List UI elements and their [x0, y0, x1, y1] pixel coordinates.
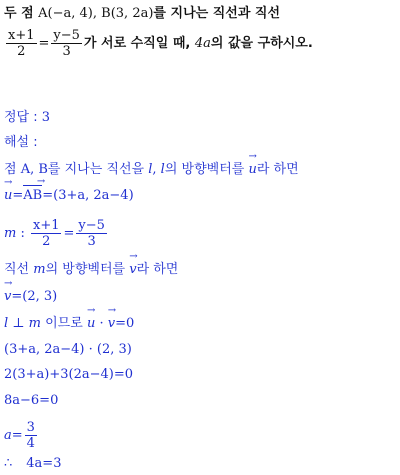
point-a: A(−a, 4) — [38, 6, 93, 21]
solution-line-1 — [4, 162, 299, 178]
s6-text: 이므로 — [40, 316, 87, 331]
s3-colon: : — [16, 226, 29, 241]
fraction-denominator: 3 — [76, 233, 107, 249]
s4-text-c: 라 하면 — [136, 262, 179, 277]
s4-line-m: m — [33, 262, 46, 277]
s5-rest: =(2, 3) — [11, 289, 58, 304]
problem-text-1: 를 지나는 직선과 직선 — [153, 6, 281, 21]
s1-points: A, B — [20, 162, 48, 177]
fraction-denominator: 2 — [6, 43, 37, 59]
answer-value: 3 — [41, 110, 51, 125]
s2-equals: = — [12, 188, 24, 203]
s4-text-a: 직선 — [4, 262, 34, 277]
solution-line-2 — [4, 188, 134, 204]
vector-u: → u — [87, 316, 95, 332]
fraction-denominator: 3 — [51, 43, 82, 59]
fraction-numerator: y−5 — [78, 218, 105, 233]
s1-line-l: l — [148, 162, 153, 177]
s4-text-b: 의 방향벡터를 — [45, 262, 130, 277]
s1-line-l2: l — [160, 162, 165, 177]
solution-line-10 — [4, 420, 39, 451]
point-separator: , — [92, 6, 102, 21]
problem-fraction-y — [51, 28, 82, 59]
s3-fraction-x — [31, 218, 62, 249]
s1-comma: , — [152, 162, 161, 177]
problem-line-2 — [4, 28, 313, 59]
s2-rest: =(3+a, 2a−4) — [42, 188, 134, 203]
solution-line-4 — [4, 262, 178, 278]
solution-line-8: 2(3+a)+3(2a−4)=0 — [4, 367, 133, 382]
solution-title: 해설 : — [4, 135, 38, 150]
s3-equals: = — [63, 226, 75, 241]
vector-ab: AB → — [23, 188, 42, 204]
solution-line-6 — [4, 316, 134, 332]
vector-v: → v — [4, 289, 11, 305]
s3-fraction-y — [76, 218, 107, 249]
solution-line-5 — [4, 289, 57, 305]
fraction-numerator: 3 — [26, 420, 35, 435]
problem-target-expression: 4a — [194, 36, 211, 51]
s10-equals: = — [11, 428, 23, 443]
s10-fraction — [25, 420, 37, 451]
s6-dot: · — [95, 316, 108, 331]
problem-fraction-x — [6, 28, 37, 59]
vector-v: → v — [108, 316, 115, 332]
problem-intro: 두 점 — [4, 6, 39, 21]
fraction-numerator: y−5 — [53, 28, 80, 43]
problem-text-3: 의 값을 구하시오. — [210, 36, 313, 51]
problem-line-1 — [4, 6, 280, 22]
problem-text-2: 가 서로 수직일 때, — [83, 36, 195, 51]
s6-end: =0 — [115, 316, 135, 331]
s3-line-m: m — [4, 226, 17, 241]
fraction-denominator: 4 — [26, 436, 35, 451]
vector-u: → u — [4, 188, 12, 204]
equals-sign: = — [38, 36, 50, 51]
answer-label: 정답 : — [4, 110, 42, 125]
s10-variable: a — [4, 428, 12, 443]
therefore-symbol: ∴ — [4, 456, 13, 471]
vector-u: → u — [248, 162, 256, 178]
fraction-numerator: x+1 — [8, 28, 35, 43]
point-b: B(3, 2a) — [101, 6, 154, 21]
answer-line — [4, 110, 50, 126]
s1-text-b: 를 지나는 직선을 — [47, 162, 149, 177]
s6-perpendicular: l ⊥ m — [4, 316, 41, 331]
solution-line-11 — [4, 456, 61, 472]
s1-text-e: 라 하면 — [256, 162, 299, 177]
s1-text-a: 점 — [4, 162, 21, 177]
final-result: 4a=3 — [26, 456, 62, 471]
vector-v: → v — [129, 262, 136, 278]
solution-line-9: 8a−6=0 — [4, 393, 59, 408]
solution-line-7: (3+a, 2a−4) · (2, 3) — [4, 342, 132, 357]
s1-text-d: 의 방향벡터를 — [164, 162, 249, 177]
solution-line-3 — [4, 218, 109, 249]
fraction-denominator: 2 — [31, 233, 62, 249]
fraction-numerator: x+1 — [32, 218, 60, 233]
